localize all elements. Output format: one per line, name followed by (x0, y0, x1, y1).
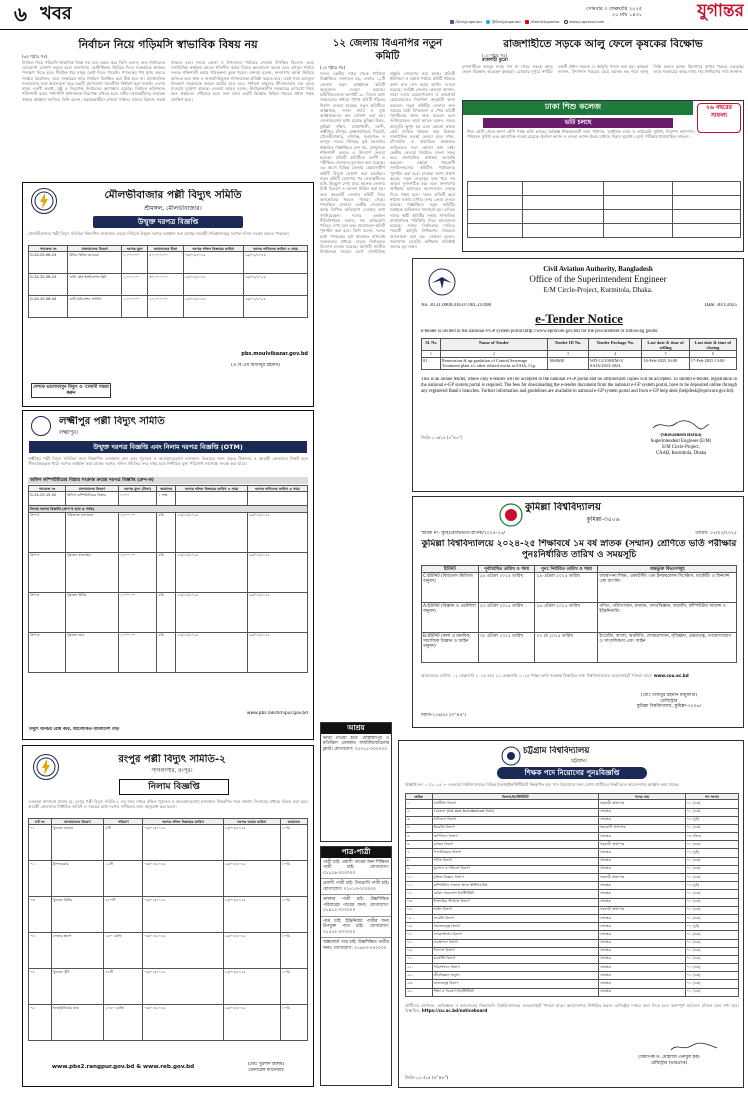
reporter: রাজশাহী ব্যুরো (482, 58, 508, 64)
table-cell: ০১ (এক) (685, 865, 738, 873)
section-bar: নিলাম দরপত্র বিজ্ঞপ্তি (গ্রুপ-খ হতে ঙ পর্যন্ত) (29, 506, 308, 512)
continuation: (৩য় পৃষ্ঠার পর) (22, 53, 48, 59)
column-header: ক্রমিক (406, 794, 433, 800)
tender-title: e-Tender Notice (535, 311, 623, 326)
university-seal (501, 746, 521, 766)
ad-dhaka-college (462, 100, 744, 252)
table-row (406, 824, 739, 832)
caab-memo: No. 30.31.0000.416.07.001.21/698 (421, 303, 491, 308)
table-cell: ০৩ (তিন) (685, 833, 738, 841)
column-header: জামানত (280, 819, 307, 825)
table-cell: পদার্থবিজ্ঞান বিভাগ (432, 849, 599, 857)
table-cell: ০১ (এক) (685, 898, 738, 906)
continuation: (১ম পৃষ্ঠার পর) (482, 53, 508, 59)
table-row: G-24-25-06-23 মিটার রিডিং ক্যামেরা ১,০০০.০০ ৪০,০০০.০০ ০৬/০২/২০২৫ ২৬/০২/২০২৫ (29, 252, 308, 274)
table-cell: প্রভাষক (599, 914, 686, 922)
ad-title: লক্ষ্মীপুর পল্লী বিদ্যুৎ সমিতি (59, 416, 165, 427)
table-cell: ০১ (এক) (685, 890, 738, 898)
headline: নির্বাচন নিয়ে গড়িমসি স্বাভাবিক বিষয় নয় (78, 38, 258, 51)
table-cell: ০১ (এক) (685, 906, 738, 914)
table-cell: ১৬. (406, 923, 433, 931)
table-row (406, 816, 739, 824)
table-cell: ৬. (406, 841, 433, 849)
table-cell: ১৯. (406, 947, 433, 955)
table-cell: চারুকলা (Art and Architecture বিষয়) (432, 808, 599, 816)
column-header: জামানত (157, 486, 176, 492)
table-cell: ০১ (এক) (685, 914, 738, 922)
caab-logo (427, 267, 457, 297)
table-row: গ্রুপ-ঙ পুরাতন তার ১০০০.০০ ৫% ২৫/০২/২০২৫ ২৬/০২/২০২৫ (29, 632, 308, 672)
table-cell: সহকারী অধ্যাপক (599, 874, 686, 882)
ad-signer: (এ.বি.এম মিজানুর রহমান) (231, 363, 280, 368)
table-cell: ০১ (এক) (685, 964, 738, 972)
table-row: B-ইউনিট (কলা ও মানবিক, সামাজিক বিজ্ঞান ও আইন অনুষদ) ৩০ এপ্রিল ২০২৫ তারিখ ০৩ মে ২০২৫ তারিখ ইংরেজি, বাংলা, অর্থনীতি, লোকপ্রশাসন, নৃবিজ্ঞান, প্রত্নতত্ত্ব, গণযোগাযোগ ও সাংবাদিকতা এবং আইন (422, 633, 737, 663)
column-header: পুনঃ নির্ধারিত তারিখ ও সময় (535, 566, 598, 573)
table-cell: প্রভাষক (599, 890, 686, 898)
ad-slogan: বিদ্যুৎ অপচয় রোধ করি, আলোকিত বাংলাদেশ গড়ি (29, 727, 120, 732)
table-row: ০৫ পুরাতন খুঁটি ৭৫টি ০৬/০২/২০২৫ ২৫/০২/২০২৫ ১০% (29, 969, 308, 1005)
tender-signer: (Shovashesh Barua) Superintendent Engineer (E/M) E/M Circle-Project, CAAB, Kurmitola, Dhaka (650, 433, 712, 456)
table-row: G-24-25-06-44 ডাটা মাইগ্রেশন সার্ভিস ১,০০০.০০ ২০,০০০.০০ ২৫/০২/২০২৫ ২৬/০২/২০২৫ (29, 296, 308, 318)
column-header: দরপত্র মূল্য (টাকা) (119, 486, 157, 492)
table-cell: ০১ (এক) (685, 980, 738, 988)
table-cell: নাট্যকলা বিভাগ (432, 816, 599, 824)
column-header: দরপত্র দাখিলের তারিখ ও সময় (243, 246, 307, 252)
ad-title: কুমিল্লা বিশ্ববিদ্যালয় (525, 502, 601, 513)
table-row: ০৩ পুরাতন মিটার ৫৫০টি ০৬/০২/২০২৫ ২৫/০২/২০২৫ ১০% (29, 897, 308, 933)
table-cell: প্রভাষক (599, 833, 686, 841)
table-cell: প্রভাষক (599, 923, 686, 931)
table-cell: ইসলামিক স্টাডিজ বিভাগ (432, 898, 599, 906)
table-row: ০১ পুরাতন ক্যাবল ৫টি ০৬/০২/২০২৫ ২৫/০২/২০২৫ ১০% (29, 825, 308, 861)
ad-table (467, 181, 741, 238)
ad-website[interactable]: www.pbs.lakshmipur.gov.bd (246, 711, 308, 716)
classified-patro-patri (320, 846, 392, 1086)
ad-tag: নিলাম বিজ্ঞপ্তি (119, 779, 229, 795)
table-cell: ০১ (এক) (685, 988, 738, 996)
table-cell: প্রভাষক (599, 898, 686, 906)
column-header: Name of Tender (440, 339, 547, 351)
table-row (406, 874, 739, 882)
ad-table (28, 245, 308, 318)
classified-entry: প্রবাসী পাত্রী চাই: ডিভোর্সি পাত্রী চাই। যোগাযোগ: ০১৭১৩-০০০০০০ (321, 879, 391, 895)
ad-caab-etender (412, 258, 744, 492)
column-header: লট নং (29, 819, 52, 825)
table-cell: সমাজতত্ত্ব বিভাগ (432, 923, 599, 931)
youtube-icon[interactable] (525, 20, 529, 24)
table-row (406, 931, 739, 939)
table-cell: ১২. (406, 890, 433, 898)
column-header: ইউনিট (422, 566, 479, 573)
article-body: নির্বাচন নিয়ে গড়িমসি স্বাভাবিক বিষয় নয় বলে মন্তব্য করে তিনি বলেন, দ্রুত নির্বাচনের রোডম্যাপ ঘোষণা করতে হবে। জনগণের ভোটাধিকার ফিরিয়ে দিতে সরকারকে কার্যকর পদক্ষেপ নিতে হবে। দীর্ঘদিন ধরে মানুষ ভোট দিতে পারেনি। গণতন্ত্রের পথ সুগম করতে সংস্কার প্রয়োজন, তবে সংস্কারের নামে নির্বাচন বিলম্বিত করা ঠিক হবে না। রাজনৈতিক দলগুলোর সঙ্গে আলোচনা করে একটি গ্রহণযোগ্য সময়সীমা নির্ধারণ করা জরুরি। দেশের মানুষ একটি অবাধ, সুষ্ঠু ও নিরপেক্ষ নির্বাচনের অপেক্ষায় রয়েছে। নির্বাচন কমিশনকে শক্তিশালী করার পাশাপাশি প্রশাসনকে নিরপেক্ষ রাখতে হবে। দলীয় নেতাকর্মীদের ঐক্যবদ্ধ থাকার আহ্বান জানিয়ে তিনি বলেন, ষড়যন্ত্রকারীরা এখনো সক্রিয়। তাদের বিরুদ্ধে সতর্ক থাকতে হবে। সভায় জেলা ও উপজেলা পর্যায়ের নেতারা উপস্থিত ছিলেন। তারা সাংগঠনিক কার্যক্রম আরও গতিশীল করার বিষয়ে আলোচনা করেন এবং তৃণমূল পর্যায়ে দলকে শক্তিশালী করার পরিকল্পনা তুলে ধরেন। বক্তারা বলেন, জনগণের আস্থা ফিরিয়ে আনতে হলে স্বচ্ছ ও জবাবদিহিমূলক শাসনব্যবস্থা প্রতিষ্ঠা করতে হবে। একই সঙ্গে দ্রব্যমূল্য নিয়ন্ত্রণে সরকারকে আরও কঠোর হতে হবে। সাধারণ মানুষের জীবনযাত্রার ব্যয় বেড়ে যাওয়ায় দুর্ভোগ বাড়ছে। নেতারা আরও বলেন, নির্বাচনকালীন সরকারের রূপরেখা নিয়ে দ্রুত ঐকমত্যে পৌঁছাতে হবে। সভা শেষে একটি বিক্ষোভ মিছিল শহরের প্রধান সড়ক প্রদক্ষিণ করে। (22, 60, 314, 102)
social-links (450, 20, 650, 25)
table-cell: ০১ (এক) (685, 947, 738, 955)
table-cell: প্রভাষক (599, 955, 686, 963)
tender-note: This is an online tender, where only e-tender will be accepted in the national e-GP portal and no offline/hard copies will be accepted. To submit e-tender, registration in the national e-GP system portal is required. The fees for downloading the e-tender document from the national e-GP system portal, have to be deposited online through any registered Bank's branches. Further information and guidelines are available in national e-GP system portal and from e-GP help desk (helpdesk@eprocure.gov.bd). (421, 377, 737, 395)
ad-title: মৌলভীবাজার পল্লী বিদ্যুৎ সমিতি (104, 189, 242, 201)
classified-entry: অক্সফোর্ড পাত্র চাই: উচ্চশিক্ষিত পাত্রীর জন্য। যোগাযোগ: ০১৬৭৩-০০০০০০ (323, 940, 389, 951)
table-cell: ২০. (406, 955, 433, 963)
classified-ashroy (320, 722, 392, 842)
table-row (406, 914, 739, 922)
column-header: বিভাগ/ইনস্টিটিউট (432, 794, 599, 800)
table-cell: প্রভাষক (599, 972, 686, 980)
table-cell: ভাষাতত্ত্ব বিভাগ (432, 980, 599, 988)
table-row (406, 972, 739, 980)
table-row (406, 882, 739, 890)
schedule-table (421, 565, 737, 663)
table-cell: ১০. (406, 874, 433, 882)
column-header: মালামালের বিবরণ (66, 486, 119, 492)
article-potato-protest (462, 38, 744, 98)
column-header: Tender Package No. (588, 339, 642, 351)
table-cell: ০১ (এক) (685, 931, 738, 939)
table-cell: ০১ (এক) (685, 955, 738, 963)
table-cell: ব্যবস্থাপনা বিভাগ (432, 939, 599, 947)
column-header: দরপত্র দলিল বিক্রয়ের তারিখ (143, 819, 223, 825)
table-row (406, 833, 739, 841)
facebook-icon[interactable] (450, 20, 454, 24)
university-seal (499, 503, 523, 527)
column-header: জামানতের টাকা (148, 246, 184, 252)
ad-tag: শিক্ষক পদে নিয়োগের পুনঃবিজ্ঞপ্তি (497, 767, 647, 779)
social-link[interactable]: @DailyJugantor (491, 20, 522, 24)
ad-title: ঢাকা শিশু কলেজ (544, 102, 602, 111)
memo-no: স্মারক নং- কুবি/রেজি/ভর্তি-স্নাতক/২০২৪-২৫/ (421, 531, 505, 536)
column-header: Last date & time of closing (689, 339, 736, 351)
memo-date: তারিখ: ০২/০২/২০২৫ (695, 531, 737, 536)
table-cell: ০১ (এক) (685, 972, 738, 980)
table-row (406, 923, 739, 931)
table-cell: ২. (406, 808, 433, 816)
table-cell: ১৫. (406, 914, 433, 922)
ad-intro: মৌলভীবাজার পল্লী বিদ্যুৎ সমিতির নিম্নবর্ণিত মালামাল ক্রয়ের নিমিত্তে উন্মুক্ত দরপত্র আহ্বান করা যাচ্ছে। আগ্রহী প্রতিষ্ঠানসমূহ দরপত্র দলিল সংগ্রহ করতে পারবেন। (28, 231, 290, 236)
table-row: G-24-25-06-23 ডাটা প্লেস ইন্সটলেশন কিট ১,০০০.০০ ৩০,০০০.০০ ২৫/০২/২০২৫ ২৬/০২/২০২৫ (29, 274, 308, 296)
continuation: (১ম পৃষ্ঠার পর) (320, 65, 346, 70)
article-body: রাজশাহীতে আলুর ন্যায্য দাম না পেয়ে সড়কে আলু ফেলে বিক্ষোভ করেছেন কৃষকরা। রোববার দুপুরে নগরীর একটি প্রধান সড়কে এ কর্মসূচি পালন করা হয়। কৃষকরা জানান, উৎপাদন খরচের চেয়ে অনেক কম দামে আলু বিক্রি করতে হচ্ছে। হিমাগারে রাখার খরচও বেড়েছে। তারা সরকারের কাছে ন্যায্য দাম নির্ধারণের দাবি জানান। (462, 63, 744, 75)
ad-tag: উন্মুক্ত দরপত্র বিজ্ঞপ্তি এবং নিলাম দরপত্র বিজ্ঞপ্তি (OTM) (29, 441, 307, 453)
table-cell: ১১. (406, 882, 433, 890)
table-cell: ০১ (এক) (685, 939, 738, 947)
caab-office: Office of the Superintendent Engineer (529, 274, 667, 284)
ad-rangpur-pbs (22, 745, 314, 1087)
table-cell: শিক্ষা ও গবেষণা ইনস্টিটিউট (432, 988, 599, 996)
table-row: গ্রুপ-খ পরিত্যক্ত মালামাল ১৫০০.০০ ৫% ২৫/০২/২০২৫ ২৬/০২/২০২৫ (29, 512, 308, 552)
table-row: ০৪ লোহার স্ক্র্যাপ ১৮০ কেজি ০৬/০২/২০২৫ ২৫/০২/২০২৫ ১০% (29, 933, 308, 969)
ad-moulvibazar-pbs (22, 182, 314, 407)
column-header: অন্তর্ভুক্ত বিভাগসমূহ (598, 566, 737, 573)
column-header: প্যাকেজ নং (29, 486, 66, 492)
table-cell: ১. (406, 800, 433, 808)
table-row: ০৬ অ্যালুমিনিয়াম তার ২৭৫০ কেজি ০৬/০২/২০২৫ ২৫/০২/২০২৫ ১০% (29, 1005, 308, 1041)
table-row (406, 947, 739, 955)
table-cell: ০১ (এক) (685, 808, 738, 816)
table-row: 01. Renovation & up-gradation of Central Sewerage Treatment plant s/c other related works at SAIA, Ctg. 1060630 WD-12/100/EM-3/ SAIA/2023-2024 16-Feb-2025 16:00 17-Feb-2025 13:00 (422, 357, 737, 369)
notice-footer: আবেদনের তারিখ: ০২ ফেব্রুয়ারি ২০২৫ হতে ২২ ফেব্রুয়ারি ২০২৫ পর্যন্ত। ভর্তি সংক্রান্ত বিস্তারিত তথ্য বিশ্ববিদ্যালয়ের ওয়েবসাইটে পাওয়া যাবে: www.cou.ac.bd (421, 673, 689, 678)
ad-lakshmipur-pbs (22, 410, 314, 740)
caab-circle: E/M Circle-Project, Kurmitola, Dhaka. (543, 286, 653, 294)
column-header: Sl. No (422, 339, 441, 351)
table-cell: সহকারী অধ্যাপক (599, 841, 686, 849)
ad-subtitle: চট্টগ্রাম। (571, 758, 587, 764)
column-header: দরপত্র দাখিলের তারিখ ও সময় (247, 486, 307, 492)
table-cell: ৭. (406, 849, 433, 857)
signature-image (669, 1041, 719, 1053)
table-cell: ২৪. (406, 988, 433, 996)
column-header: দরপত্র দলিল বিক্রয়ের তারিখ ও সময় (176, 486, 247, 492)
table-row: ০২ ট্রান্সফরমার ১২টি ০৬/০২/২০২৫ ২৫/০২/২০২৫ ১০% (29, 861, 308, 897)
ad-tag: উন্মুক্ত দরপত্র বিজ্ঞপ্তি (93, 216, 243, 228)
newspaper-logo: যুগান্তর (697, 1, 744, 21)
table-cell: ৯. (406, 865, 433, 873)
classified-entry: পাত্রী চাই: প্রবাসী পাত্রের জন্য শিক্ষিতা পাত্রী চাই। যোগাযোগ: ০১৮১৯-০০০০০০ (321, 858, 391, 880)
vacancy-table (405, 793, 739, 997)
ad-body: শিশু শ্রেণি থেকে দ্বাদশ শ্রেণি পর্যন্ত ভর্তি চলছে। অভিজ্ঞ শিক্ষকমণ্ডলী দ্বারা পাঠদান, আধুনিক ল্যাব ও লাইব্রেরি সুবিধা, নিরাপদ ক্যাম্পাস, পরিবহন সুবিধা এবং আবাসিক ব্যবস্থা রয়েছে। ইংলিশ ভার্সন ও বাংলা ভার্সন উভয় মাধ্যমে পড়ার সুযোগ। বোর্ড পরীক্ষায় ধারাবাহিক সাফল্য। (467, 129, 695, 140)
column-header: মালামালের বিবরণ (51, 819, 104, 825)
column-header: পূর্বঘোষিত তারিখ ও সময় (478, 566, 535, 573)
table-cell: প্রভাষক (599, 988, 686, 996)
table-cell: প্রভাষক (599, 947, 686, 955)
table-cell: প্রাণিবিদ্যা বিভাগ (432, 833, 599, 841)
twitter-icon[interactable] (486, 20, 490, 24)
table-cell: গণিত বিভাগ (432, 857, 599, 865)
table-row (406, 800, 739, 808)
classified-title: আশ্রয় (321, 723, 391, 734)
table-cell: মার্কেটিং বিভাগ (432, 955, 599, 963)
column-header: প্যাকেজ নং (29, 246, 68, 252)
table-cell: ১৩. (406, 898, 433, 906)
table-cell: ২২. (406, 972, 433, 980)
table-cell: ফিন্যান্স বিভাগ (432, 947, 599, 955)
notice-ref: জিডি-২১৯/২৫ (৩"×৪") (421, 713, 467, 718)
column-header: দরপত্র জমার তারিখ (223, 819, 280, 825)
table-row: গ্রুপ-ঘ পুরাতন মিটার ১০০০.০০ ৫% ২৫/০২/২০২৫ ২৬/০২/২০২৫ (29, 592, 308, 632)
table-cell: ১৭. (406, 931, 433, 939)
ad-subtitle: পাগলাপীর, রংপুর। (151, 768, 193, 774)
ad-title: চট্টগ্রাম বিশ্ববিদ্যালয় (523, 746, 590, 756)
ad-table (28, 485, 308, 673)
table-cell: ০১ (এক) (685, 824, 738, 832)
caab-org: Civil Aviation Authority, Bangladesh (543, 265, 653, 273)
ad-tag: ভর্তি চলছে (483, 118, 673, 128)
notice-ref: জিডি-২২০/২৫ (৫"×৮") (405, 1075, 449, 1080)
table-cell: প্রভাষক (599, 882, 686, 890)
rural-electrification-logo (33, 754, 59, 780)
table-cell: ভূগোল ও পরিবেশ বিভাগ (432, 865, 599, 873)
rural-electrification-logo (31, 188, 57, 214)
table-cell: ইংরেজি বিভাগ (432, 824, 599, 832)
table-cell: ২১. (406, 964, 433, 972)
page-number: ৬ (14, 2, 28, 26)
classified-title: পাত্র-পাত্রী (321, 847, 391, 858)
date-line: সোমবার ৩ ফেব্রুয়ারি ২০২৫ ২০ মাঘ ১৪৩১ (586, 6, 642, 19)
classified-entry: পাত্র চাই: ইঞ্জিনিয়ার পাত্রীর জন্য উপযুক্ত পাত্র চাই। যোগাযোগ: ০১৫৫২-০০০০০০ (321, 917, 391, 939)
table-cell: ৪. (406, 824, 433, 832)
column-header: দরপত্র মূল্য (122, 246, 148, 252)
rural-electrification-logo (31, 416, 51, 436)
ad-intro: লক্ষ্মীপুর পল্লী বিদ্যুৎ সমিতির জন্য নিম্নবর্ণিত মালামাল ক্রয় এবং পুরাতন ও অব্যবহারযোগ্য মালামাল বিক্রয়ের জন্য প্রকৃত ঠিকাদার ও আগ্রহী ক্রেতাদের নিকট হতে সীলমোহরকৃত খামে দরপত্র আহ্বান করা যাচ্ছে। দরপত্র দলিল সমিতির সদর দপ্তর হতে নির্ধারিত মূল্য পরিশোধ সাপেক্ষে সংগ্রহ করা যাবে। (28, 456, 308, 467)
table-row: C-ইউনিট (বিজনেস স্টাডিজ অনুষদ) ১৬ এপ্রিল ২০২৫ তারিখ ১৯ এপ্রিল ২০২৫ তারিখ ব্যবস্থাপনা শিক্ষা, একাউন্টিং এন্ড ইনফরমেশন সিস্টেমস, মার্কেটিং ও ফিন্যান্স এন্ড ব্যাংকিং (422, 573, 737, 603)
ad-intro: এতদ্বারা জানানো যাচ্ছে যে, রংপুর পল্লী বিদ্যুৎ সমিতি-২ এর সদর দপ্তরে রক্ষিত পুরাতন ও অব্যবহারযোগ্য মালামাল নিম্নবর্ণিত শর্তে প্রকাশ্য নিলামের মাধ্যমে বিক্রয় করা হবে। আগ্রহী ক্রেতাদের নির্ধারিত তারিখ ও সময়ের মধ্যে দরপত্র দাখিলের জন্য অনুরোধ করা হলো। (28, 799, 308, 810)
article-election (22, 38, 314, 178)
classified-entry: ডাক্তার পাত্রী চাই: উচ্চশিক্ষিত পরিবারের পাত্রের জন্য। যোগাযোগ: ০১৯১২-০০০০০০ (321, 895, 391, 917)
masthead (0, 0, 748, 30)
column-header: দরপত্র দলিল বিক্রয়ের তারিখ (183, 246, 243, 252)
table-row (406, 808, 739, 816)
memo-line: বিজ্ঞপ্তি নং: ০১/২০২৫ — এতদ্বারা বিশ্ববিদ্যালয়ের বিভিন্ন বিভাগ/ইনস্টিটিউটে নিম্নবর্ণিত শূন্য পদে নিয়োগের জন্য যোগ্য প্রার্থীদের নিকট হতে আবেদনপত্র আহ্বান করা যাচ্ছে। (405, 782, 679, 787)
table-row (406, 939, 739, 947)
table-cell: ২৩. (406, 980, 433, 988)
table-row (406, 980, 739, 988)
table-cell: ফার্মেসি বিভাগ (432, 914, 599, 922)
table-cell: জীববিজ্ঞান অনুষদ (432, 972, 599, 980)
ad-subtitle: কুমিল্লা-৩৫০৬ (586, 516, 620, 523)
table-cell: প্রভাষক (599, 931, 686, 939)
table-row: G-24-25-19-02 অফিস কম্পিউটারের বিস্তার ১০০০ ১ লক্ষ (29, 492, 308, 506)
table-cell: রসায়ন বিভাগ (432, 841, 599, 849)
table-row (406, 865, 739, 873)
table-row (406, 849, 739, 857)
table-cell: প্রভাষক (599, 808, 686, 816)
social-link[interactable]: www.jugantor.com (569, 20, 605, 24)
table-cell: ০১ (এক) (685, 857, 738, 865)
article-body: দলের কেন্দ্রীয় দপ্তর থেকে পাঠানো বিজ্ঞপ্তিতে জানানো হয়, দেশের ১২টি জেলায় নতুন আহ্বায়ক কমিটি অনুমোদন দেওয়া হয়েছে। কমিটিগুলোকে আগামী ৯০ দিনের মধ্যে সম্মেলনের মাধ্যমে পূর্ণাঙ্গ কমিটি গঠনের নির্দেশ দেওয়া হয়েছে। নতুন কমিটিতে আহ্বায়ক, সদস্য সচিব ও যুগ্ম আহ্বায়কদের নাম ঘোষণা করা হয়। জেলাগুলোর মধ্যে রয়েছে কুমিল্লা উত্তর, কুমিল্লা দক্ষিণ, নোয়াখালী, ফেনী, লক্ষ্মীপুর, চাঁদপুর, ব্রাহ্মণবাড়িয়া, সিলেট, মৌলভীবাজার, হবিগঞ্জ, সুনামগঞ্জ ও রংপুর। দলের সিনিয়র যুগ্ম মহাসচিব স্বাক্ষরিত বিজ্ঞপ্তিতে বলা হয়, তৃণমূলকে শক্তিশালী করতে এ উদ্যোগ নেওয়া হয়েছে। প্রতিটি কমিটিতে ত্যাগী ও পরীক্ষিত নেতাদের মূল্যায়ন করা হয়েছে। এর আগে বিভিন্ন জেলায় মেয়াদোত্তীর্ণ কমিটি বিলুপ্ত ঘোষণা করা হয়েছিল। নতুন কমিটি ঘোষণার পর নেতাকর্মীদের মধ্যে উচ্ছ্বাস দেখা যায়। অনেক জেলায় মিষ্টি বিতরণ ও আনন্দ মিছিল করা হয়। তবে কয়েকটি জেলায় কমিটি নিয়ে অসন্তোষের খবরও পাওয়া গেছে। পদবঞ্চিত নেতারা কেন্দ্রীয় নেতাদের কাছে লিখিত অভিযোগ দেওয়ার কথা জানিয়েছেন। দলের একজন নীতিনির্ধারক বলেন, সব অভিযোগ খতিয়ে দেখা হবে এবং প্রয়োজনে কমিটি পুনর্গঠন করা হবে। তিনি বলেন, দলের মধ্যে গণতন্ত্রের চর্চা অব্যাহত রাখতেই সম্মেলনের মাধ্যমে নেতৃত্ব নির্বাচনের উদ্যোগ নেওয়া হয়েছে। আগামী জাতীয় নির্বাচনকে সামনে রেখে সাংগঠনিক প্রস্তুতি জোরদার করা হচ্ছে। প্রতিটি ইউনিয়ন ও ওয়ার্ড পর্যায়ে কমিটি গঠনের কাজ দ্রুত শেষ করার তাগিদ দেওয়া হয়েছে। সংশ্লিষ্ট জেলার নেতারা জানান, তারা দলের চেয়ারপারসন ও ভারপ্রাপ্ত চেয়ারম্যানের নির্দেশনা অনুযায়ী কাজ করবেন। নতুন কমিটির নেতারা দ্রুত সময়ের মধ্যে উপজেলা ও পৌর কমিটি পুনর্গঠনের কাজ শুরু করবেন বলে জানিয়েছেন। তারা আরও বলেন, দলের ভাবমূর্তি ক্ষুণ্ন হয় এমন কোনো কাজে কেউ জড়িত থাকলে তার বিরুদ্ধে সাংগঠনিক ব্যবস্থা নেওয়া হবে। দখল, চাঁদাবাজি ও অনৈতিক কর্মকাণ্ডে জড়িতদের দলে কোনো স্থান নেই। কেন্দ্রীয় নেতারা নিয়মিত জেলা সফর করে সাংগঠনিক কার্যক্রম তদারকি করবেন। এছাড়া সহযোগী সংগঠনগুলোর কমিটিও পর্যায়ক্রমে পুনর্গঠন করা হবে। নেতারা আশা প্রকাশ করেন, নতুন নেতৃত্বের হাত ধরে দল আরও সুসংগঠিত হবে এবং জনগণের অধিকার আদায়ের আন্দোলনে নেতৃত্ব দিতে সক্ষম হবে। দলের প্রতিটি স্তরে শৃঙ্খলা বজায় রাখার ওপর জোর দেওয়া হয়েছে। বিজ্ঞপ্তিতে নতুন কমিটির সবাইকে অভিনন্দন জানানো হয়। এদিকে দলের স্থায়ী কমিটির সভায় সাম্প্রতিক রাজনৈতিক পরিস্থিতি নিয়ে আলোচনা হয়েছে। সভায় নির্বাচনের দাবিতে পরবর্তী কর্মসূচি নির্ধারণের বিষয়েও আলোচনা করা হয়। নেতারা বলেন, জনগণের ভোটের অধিকার প্রতিষ্ঠাই তাদের মূল লক্ষ্য। (320, 71, 455, 255)
tender-intro: e-tender is invited in the national e-GP system portal (http://www.eprocure.gov.bd) for the procurement of following goods: (421, 329, 659, 334)
table-row (406, 906, 739, 914)
column-header: পরিমাণ (104, 819, 143, 825)
tender-table: Sl. No Name of Tender Tender ID No. Tender Package No. Last date & time of selling Last date & time of closing 1 2 3 4 5 6 01. Renovation & up-gradation of Central Sewerage Treatment plant s/c other related works at SAIA, Ctg. 1060630 WD-12/100/EM-3/ SAIA/2023-2024 16-Feb-2025 16:00 17-Feb-2025 13:00 (421, 338, 737, 370)
notice-signer: (মোঃ মজিবুর রহমান মজুমদার) রেজিস্ট্রার কুমিল্লা বিশ্ববিদ্যালয়, কুমিল্লা-৩৫০৬। (636, 693, 702, 710)
column-header: Last date & time of selling (642, 339, 689, 351)
table-row (406, 964, 739, 972)
table-cell: পরিসংখ্যান বিভাগ (432, 964, 599, 972)
globe-icon[interactable] (564, 20, 568, 24)
notice-title: কুমিল্লা বিশ্ববিদ্যালয়ে ২০২৪-২৫ শিক্ষাবর্ষে ১ম বর্ষ স্নাতক (সম্মান) শ্রেণিতে ভর্তি পরীক্ষার পুনঃনির্ধারিত তারিখ ও সময়সূচি (421, 539, 737, 560)
table-cell: ০১ (এক) (685, 874, 738, 882)
table-row (406, 955, 739, 963)
table-cell: ৫. (406, 833, 433, 841)
ad-website[interactable]: pbs.moulvibazar.gov.bd (241, 351, 308, 357)
table-cell: প্রভাষক (599, 816, 686, 824)
table-row (406, 857, 739, 865)
table-cell: প্রভাষক (599, 857, 686, 865)
classified-text: ভাড়া দেওয়া হবে: মোহাম্মদপুর ও মতিঝিল এলাকায় ফ্যামিলি/ব্যাচেলর ফ্ল্যাট। যোগাযোগ: ০১৭১১-০০০০০০ (323, 735, 389, 752)
ad-slogan: দেশকে ভালোবাসুন বিদ্যুৎ ও জ্বালানী সাশ্রয় করুন (31, 383, 111, 398)
social-link[interactable]: /DailyJugantor (455, 20, 483, 24)
ad-title: রংপুর পল্লী বিদ্যুৎ সমিতি-২ (118, 754, 226, 765)
table-cell: ১৪. (406, 906, 433, 914)
table-row (406, 898, 739, 906)
table-row: গ্রুপ-গ পুরাতন যানবাহন ১৫০০.০০ ৫% ২৫/০২/২০২৫ ২৬/০২/২০২৫ (29, 552, 308, 592)
table-cell: কম্পিউটার সায়েন্স অ্যান্ড ইঞ্জিনিয়ারিং (432, 882, 599, 890)
table-cell: ০১ (এক) (685, 841, 738, 849)
social-link[interactable]: /DainikJugantor (530, 20, 560, 24)
table-cell: মেরিন সায়েন্সেস ইনস্টিটিউট (432, 890, 599, 898)
column-header: মালামালের বিবরণ (68, 246, 122, 252)
headline: ১২ জেলায় বিএনপির নতুন কমিটি (332, 38, 443, 62)
table-cell: ০১ (এক) (685, 800, 738, 808)
notice-signer: (অধ্যাপক ড. মোহাম্মদ এনামুল হক) রেজিস্ট্রার (ভারপ্রাপ্ত) (638, 1055, 700, 1066)
ad-chittagong-university (398, 740, 744, 1088)
column-header: Tender ID No. (547, 339, 588, 351)
table-cell: প্রভাষক (599, 939, 686, 947)
section-bar: অফিস কম্পিউটারের বিস্তার সংক্রান্ত ক্রয়ের দরপত্র বিজ্ঞপ্তি (গ্রুপ-ক) (28, 477, 308, 484)
section-name: খবর (40, 3, 72, 24)
table-cell: ০২ (দুই) (685, 923, 738, 931)
table-cell: প্রভাষক (599, 865, 686, 873)
ad-table (28, 818, 308, 1041)
table-row: A-ইউনিট (বিজ্ঞান ও প্রকৌশল অনুষদ) ২৩ এপ্রিল ২০২৫ তারিখ ২৬ এপ্রিল ২০২৫ তারিখ গণিত, পরিসংখ্যান, রসায়ন, পদার্থবিজ্ঞান, ফার্মেসি, কম্পিউটার সায়েন্স ও ইঞ্জিনিয়ারিং (422, 603, 737, 633)
table-cell: ০২ (দুই) (685, 849, 738, 857)
table-cell: মৃত্তিকা বিজ্ঞান বিভাগ (432, 874, 599, 882)
website-link[interactable]: www.cou.ac.bd (653, 673, 689, 678)
headline: রাজশাহীতে সড়কে আলু ফেলে কৃষকের বিক্ষোভ (503, 38, 703, 50)
ad-website[interactable]: www.pbs2.rangpur.gov.bd & www.reb.gov.bd (51, 1064, 195, 1070)
table-cell: ৩. (406, 816, 433, 824)
caab-date: Date: 30/1/2025 (704, 303, 737, 308)
signature-image (651, 419, 711, 431)
tender-ref: জিডি-২১৬/২৫ (৪"×৬") (421, 435, 463, 440)
table-cell: লোকপ্রশাসন বিভাগ (432, 931, 599, 939)
column-header: পদের নাম (599, 794, 686, 800)
column-header: পদ সংখ্যা (685, 794, 738, 800)
table-cell: প্রভাষক (599, 849, 686, 857)
table-cell: ০২ (দুই) (685, 882, 738, 890)
table-cell: আইন বিভাগ (432, 906, 599, 914)
table-cell: প্রভাষক (599, 964, 686, 972)
table-row (406, 988, 739, 996)
ad-comilla-university (412, 496, 744, 728)
table-cell: ১৮. (406, 939, 433, 947)
table-cell: ৮. (406, 857, 433, 865)
table-cell: সহকারী অধ্যাপক (599, 800, 686, 808)
notice-footer: প্রার্থীদের যোগ্যতা, অভিজ্ঞতা ও আবেদনের নিয়মাবলি বিশ্ববিদ্যালয়ের ওয়েবসাইটে পাওয়া যাবে। আবেদনপত্র নির্ধারিত ফরমে রেজিস্ট্রার দপ্তরে জমা দিতে হবে। অসম্পূর্ণ আবেদন বাতিল বলে গণ্য হবে। বিস্তারিত: https://cu.ac.bd/noticeboard (405, 1003, 739, 1014)
table-row (406, 841, 739, 849)
table-cell: ০২ (দুই) (685, 816, 738, 824)
ad-subtitle: শ্রীমঙ্গল, মৌলভীবাজার। (144, 205, 202, 212)
ad-signer: (মোঃ খুরশীদ আলম) জেনারেল ম্যানেজার (247, 1062, 285, 1073)
ad-badge: ২৬ বছরের সাফল্য (697, 103, 741, 133)
table-cell: সহকারী অধ্যাপক (599, 906, 686, 914)
table-cell: অর্থনীতি বিভাগ (432, 800, 599, 808)
table-row (406, 890, 739, 898)
table-cell: সহযোগী অধ্যাপক (599, 824, 686, 832)
ad-subtitle: লক্ষ্মীপুর। (59, 430, 79, 436)
table-cell: প্রভাষক (599, 980, 686, 988)
website-link[interactable]: https://cu.ac.bd/noticeboard (421, 1008, 488, 1014)
